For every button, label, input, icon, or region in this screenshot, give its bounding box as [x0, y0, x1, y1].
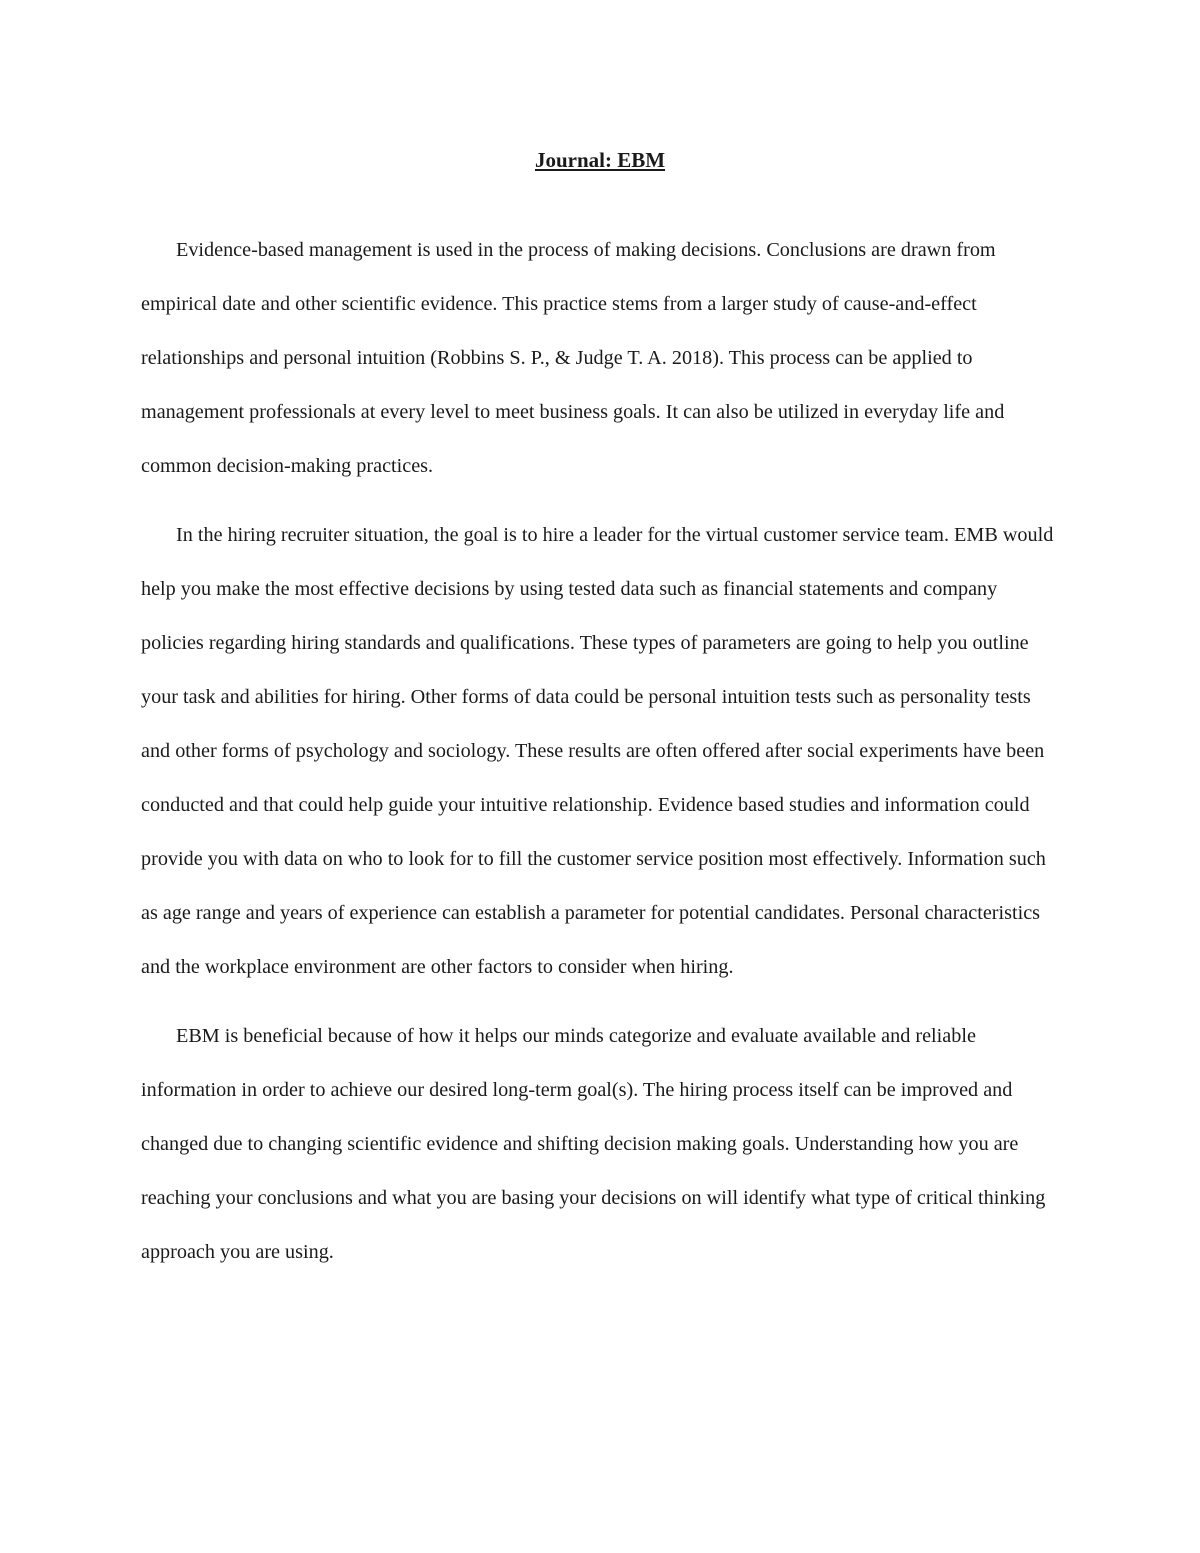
document-body	[141, 140, 1059, 1279]
document-title: Journal: EBM	[534, 148, 666, 172]
paragraph-1: Evidence-based management is used in the process of making decisions. Conclusions are drawn from empirical date and other scientific evidence. This practice stems from a larger study of cause-and-effect relationships and personal intuition (Robbins S. P., & Judge T. A. 2018). This process can be applied to management professionals at every level to meet business goals. It can also be utilized in everyday life and common decision-making practices.	[141, 239, 1005, 477]
paragraph-3: EBM is beneficial because of how it helps our minds categorize and evaluate available and reliable information in order to achieve our desired long-term goal(s). The hiring process itself can be improved and changed due to changing scientific evidence and shifting decision making goals. Understanding how you are reaching your conclusions and what you are basing your decisions on will identify what type of critical thinking approach you are using.	[141, 1025, 1046, 1263]
paragraph-2: In the hiring recruiter situation, the goal is to hire a leader for the virtual customer service team. EMB would help you make the most effective decisions by using tested data such as financial statements and company policies regarding hiring standards and qualifications. These types of parameters are going to help you outline your task and abilities for hiring. Other forms of data could be personal intuition tests such as personality tests and other forms of psychology and sociology. These results are often offered after social experiments have been conducted and that could help guide your intuitive relationship. Evidence based studies and information could provide you with data on who to look for to fill the customer service position most effectively. Information such as age range and years of experience can establish a parameter for potential candidates. Personal characteristics and the workplace environment are other factors to consider when hiring.	[141, 524, 1054, 978]
